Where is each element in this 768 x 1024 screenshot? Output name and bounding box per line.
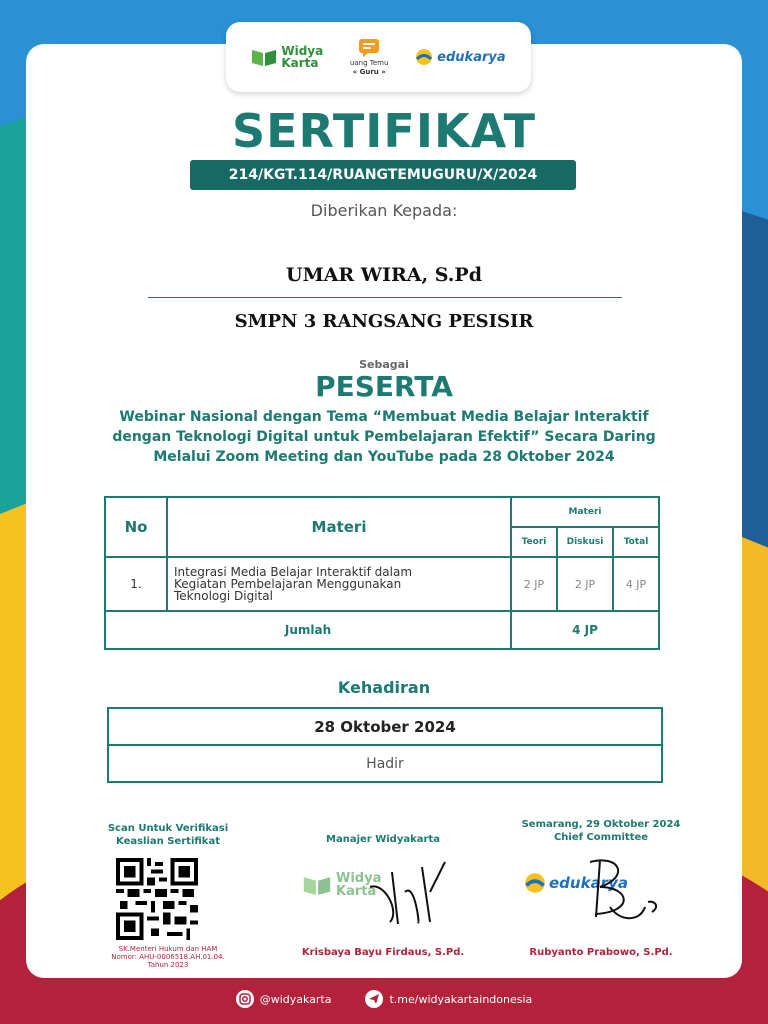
telegram-icon bbox=[365, 990, 383, 1008]
sum-value: 4 JP bbox=[511, 611, 659, 649]
header-materi: Materi bbox=[167, 497, 511, 557]
telegram-link[interactable] bbox=[365, 990, 532, 1008]
row-topic-line: Teknologi Digital bbox=[174, 589, 273, 603]
committee-header bbox=[496, 818, 706, 844]
name-underline bbox=[148, 297, 622, 298]
instagram-icon bbox=[236, 990, 254, 1008]
attendance-date: 28 Oktober 2024 bbox=[109, 709, 661, 746]
edukarya-mark-icon bbox=[415, 48, 433, 66]
ruang-temu-guru-line2: « Guru » bbox=[352, 68, 386, 76]
given-to-label: Diberikan Kepada: bbox=[310, 201, 458, 220]
row-teori: 2 JP bbox=[511, 557, 557, 611]
legal-line: Nomor: AHU-0006518.AH.01.04. bbox=[111, 953, 225, 961]
legal-line: SK.Menteri Hukum dan HAM bbox=[118, 945, 218, 953]
widyakarta-logo bbox=[251, 45, 323, 69]
row-topic-line: Integrasi Media Belajar Interaktif dalam bbox=[174, 565, 413, 579]
header-no: No bbox=[105, 497, 167, 557]
legal-line: Tahun 2023 bbox=[147, 961, 189, 969]
committee-signature bbox=[560, 852, 670, 932]
attendance-title: Kehadiran bbox=[337, 678, 431, 697]
event-description bbox=[0, 407, 768, 467]
manager-name: Krisbaya Bayu Firdaus, S.Pd. bbox=[301, 947, 465, 958]
certificate-title: SERTIFIKAT bbox=[232, 104, 536, 158]
header-diskusi: Diskusi bbox=[557, 527, 613, 557]
row-topic-line: Kegiatan Pembelajaran Menggunakan bbox=[174, 577, 402, 591]
ruang-temu-guru-line1: uang Temu bbox=[349, 59, 389, 67]
header-teori: Teori bbox=[511, 527, 557, 557]
ruang-temu-guru-logo bbox=[350, 38, 388, 76]
row-no: 1. bbox=[105, 557, 167, 611]
committee-label: Chief Committee bbox=[553, 832, 649, 843]
event-description-line: Webinar Nasional dengan Tema “Membuat Media Belajar Interaktif bbox=[119, 409, 649, 425]
certificate-number: 214/KGT.114/RUANGTEMUGURU/X/2024 bbox=[190, 160, 576, 190]
footer bbox=[0, 984, 768, 1014]
recipient-school: SMPN 3 RANGSANG PESISIR bbox=[234, 311, 534, 332]
committee-stamp-text: edukarya bbox=[549, 874, 628, 892]
chat-bubble-icon bbox=[357, 38, 381, 58]
row-total: 4 JP bbox=[613, 557, 659, 611]
as-label: Sebagai bbox=[359, 358, 409, 371]
logo-strip bbox=[226, 22, 531, 92]
sum-label: Jumlah bbox=[105, 611, 511, 649]
book-icon bbox=[251, 47, 277, 67]
manager-stamp-line1: Widya bbox=[336, 871, 382, 886]
edukarya-logo-text: edukarya bbox=[437, 49, 506, 65]
manager-signature bbox=[360, 852, 450, 932]
instagram-link[interactable] bbox=[236, 990, 332, 1008]
recipient-role: PESERTA bbox=[315, 370, 453, 403]
edukarya-mark-icon bbox=[524, 872, 546, 894]
materials-table bbox=[104, 496, 660, 650]
book-icon bbox=[302, 874, 332, 896]
attendance-box bbox=[107, 707, 663, 783]
committee-name: Rubyanto Prabowo, S.Pd. bbox=[529, 947, 673, 958]
edukarya-logo bbox=[415, 48, 505, 66]
verification-label-line2: Keaslian Sertifikat bbox=[116, 836, 220, 847]
instagram-handle: @widyakarta bbox=[259, 992, 332, 1006]
verification-label bbox=[76, 822, 260, 848]
manager-stamp-line2: Karta bbox=[336, 884, 377, 899]
event-description-line: dengan Teknologi Digital untuk Pembelajaran Efektif” Secara Daring bbox=[112, 429, 656, 445]
legal-text bbox=[70, 945, 266, 969]
header-materi-group: Materi bbox=[511, 497, 659, 527]
event-description-line: Melalui Zoom Meeting dan YouTube pada 28 Oktober 2024 bbox=[153, 449, 615, 465]
attendance-status: Hadir bbox=[366, 755, 404, 772]
row-diskusi: 2 JP bbox=[557, 557, 613, 611]
widyakarta-logo-line1: Widya bbox=[281, 44, 324, 58]
widyakarta-logo-line2: Karta bbox=[281, 56, 319, 70]
place-date: Semarang, 29 Oktober 2024 bbox=[521, 819, 681, 830]
table-row bbox=[105, 557, 659, 611]
manager-label: Manajer Widyakarta bbox=[326, 834, 440, 845]
row-topic bbox=[167, 557, 511, 611]
recipient-name: UMAR WIRA, S.Pd bbox=[286, 264, 482, 286]
telegram-handle: t.me/widyakartaindonesia bbox=[389, 992, 533, 1006]
qr-code-icon[interactable] bbox=[116, 858, 198, 940]
verification-label-line1: Scan Untuk Verifikasi bbox=[107, 823, 229, 834]
header-total: Total bbox=[613, 527, 659, 557]
